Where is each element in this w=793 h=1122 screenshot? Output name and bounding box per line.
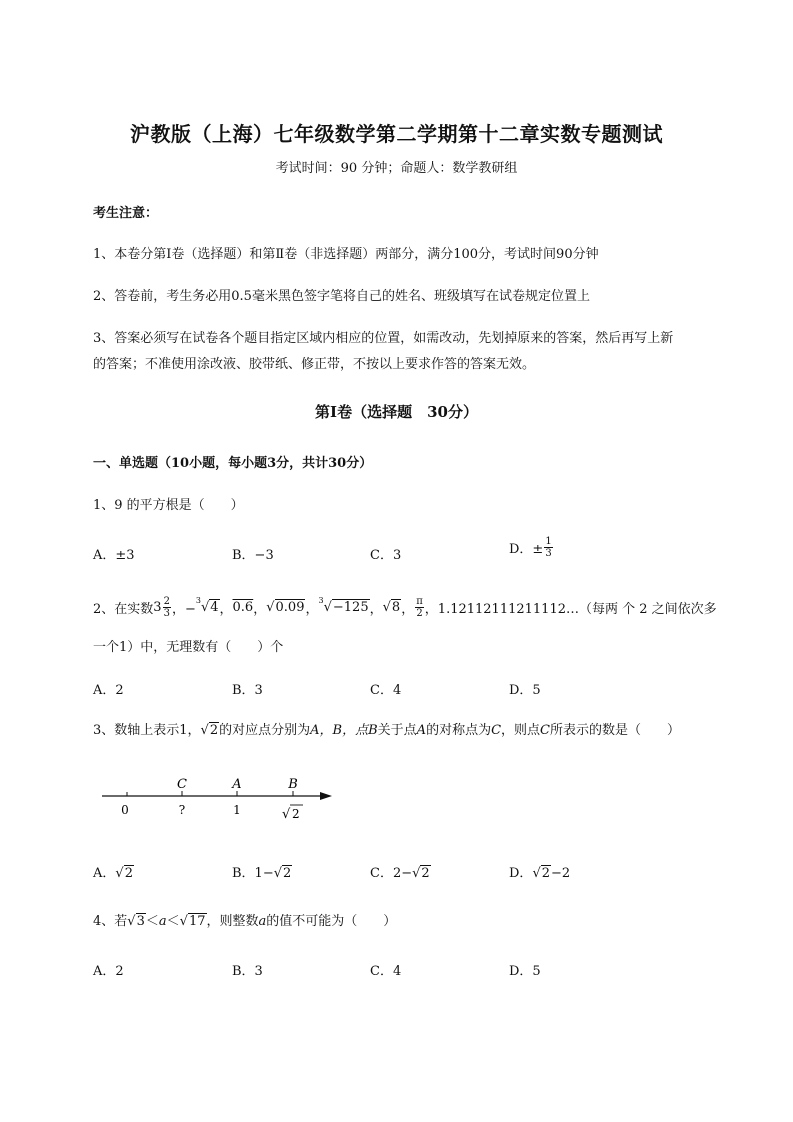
notice-item-2: 2、答卷前，考生务必用0.5毫米黑色签字笔将自己的姓名、班级填写在试卷规定位置上 <box>93 289 590 304</box>
arrow-icon <box>320 792 332 800</box>
q4-option-d: D．5 <box>509 964 541 979</box>
q1-option-c: C．3 <box>370 548 402 563</box>
label-a: A <box>232 777 242 792</box>
q2-option-a: A．2 <box>93 683 124 698</box>
section-title: 第Ⅰ卷（选择题 30分） <box>315 403 478 421</box>
q2-option-d: D．5 <box>509 683 541 698</box>
q3-option-a: A．√2 <box>93 866 133 881</box>
label-zero: 0 <box>121 803 129 817</box>
label-c: C <box>177 777 187 792</box>
question-3-stem: 3、数轴上表示1，√2的对应点分别为A，B，点B关于点A的对称点为C，则点C所表示的数是（ ） <box>93 723 681 738</box>
repeating-decimal: 0.6 <box>232 600 254 615</box>
one-third-fraction: $\frac{1}{3}$ <box>545 536 552 559</box>
question-4-stem: 4、若√3＜a＜√17，则整数a的值不可能为（ ） <box>93 914 397 929</box>
q3-option-d: D．√2−2 <box>509 866 571 881</box>
q1-option-d: D．± $\frac{1}{3}$ <box>509 536 552 559</box>
q2-option-c: C．4 <box>370 683 402 698</box>
q3-option-c: C．2−√2 <box>370 866 430 881</box>
q1-option-b: B．−3 <box>232 548 274 563</box>
q1-option-a: A．±3 <box>93 548 135 563</box>
notice-heading: 考生注意： <box>93 206 159 221</box>
q4-option-a: A．2 <box>93 964 124 979</box>
q3-option-b: B．1−√2 <box>232 866 292 881</box>
label-question: ? <box>178 803 186 817</box>
label-b: B <box>288 777 298 792</box>
part-title: 一、单选题（10小题，每小题3分，共计30分） <box>93 456 373 471</box>
label-one: 1 <box>233 803 241 817</box>
question-1-stem: 1、9 的平方根是（ ） <box>93 498 244 513</box>
sqrt-symbol: √ <box>282 807 291 822</box>
exam-info: 考试时间：90 分钟；命题人：数学教研组 <box>275 161 518 176</box>
q4-option-b: B．3 <box>232 964 263 979</box>
notice-item-1: 1、本卷分第Ⅰ卷（选择题）和第Ⅱ卷（非选择题）两部分，满分100分，考试时间90分钟 <box>93 247 599 262</box>
label-sqrt2: 2 <box>292 807 300 821</box>
notice-item-3-cont: 的答案；不准使用涂改液、胶带纸、修正带，不按以上要求作答的答案无效。 <box>93 357 536 372</box>
question-2-line2: 一个1）中，无理数有（ ）个 <box>93 640 284 655</box>
question-2-stem: 2、在实数3 $\frac{2}{3}$ ，−$^3$√4，0.6，√0.09，$^3$√−125，√8， $\frac{\pi}{2}$ ，1.12112111211112…（每两 个 2 之间依次多 <box>93 596 717 619</box>
notice-item-3: 3、答案必须写在试卷各个题目指定区域内相应的位置，如需改动，先划掉原来的答案，然后再写上新 <box>93 331 674 346</box>
page-title: 沪教版（上海）七年级数学第二学期第十二章实数专题测试 <box>130 122 663 146</box>
q2-option-b: B．3 <box>232 683 263 698</box>
number-line-figure <box>100 772 340 828</box>
q4-option-c: C．4 <box>370 964 402 979</box>
